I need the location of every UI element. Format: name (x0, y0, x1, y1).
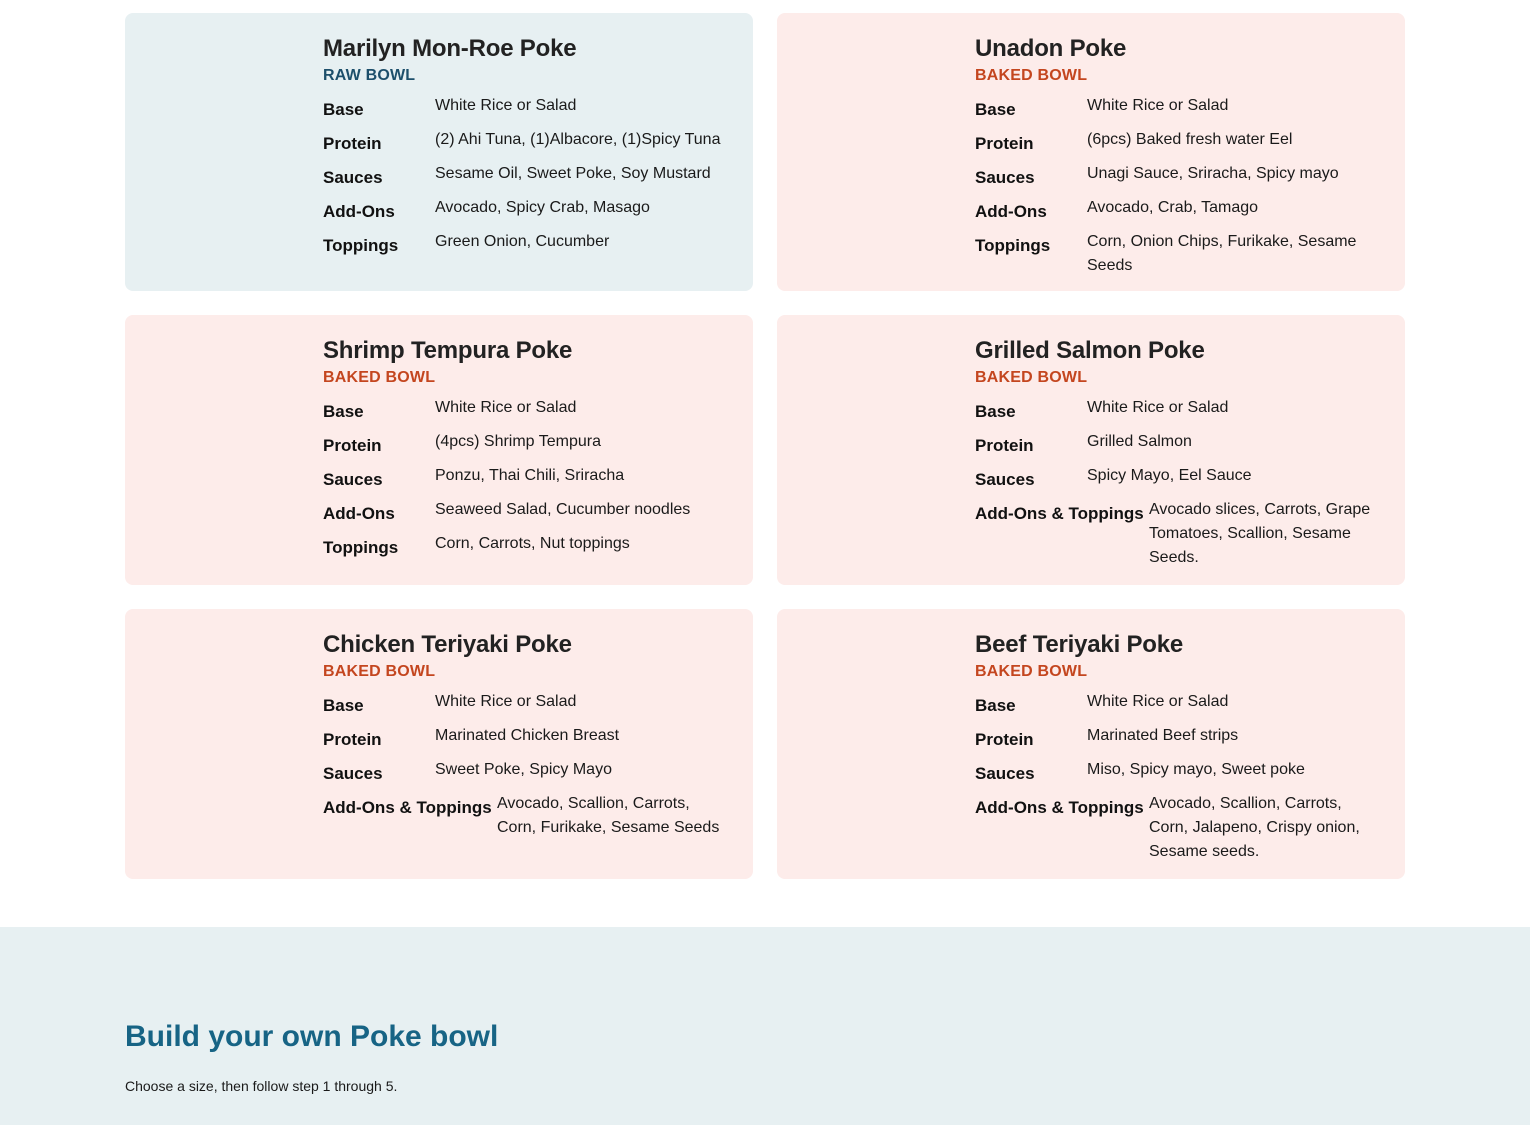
spec-value: White Rice or Salad (435, 693, 577, 710)
spec-row-toppings (975, 230, 1385, 278)
spec-value: (6pcs) Baked fresh water Eel (1087, 131, 1293, 148)
bowl-type-label: BAKED BOWL (975, 369, 1088, 386)
spec-row-sauces (323, 464, 733, 492)
spec-label: Toppings (323, 538, 399, 557)
spec-row-protein (975, 128, 1385, 156)
spec-row-sauces (975, 758, 1385, 786)
spec-row-add-ons (323, 498, 733, 526)
bowl-image (777, 315, 957, 585)
spec-label: Base (323, 402, 364, 421)
spec-row-sauces (975, 162, 1385, 190)
bowl-card-shrimp-tempura (125, 315, 753, 585)
bowl-type-label: BAKED BOWL (323, 369, 436, 386)
spec-row-add-ons-toppings (975, 498, 1385, 570)
bowl-image (125, 609, 305, 879)
spec-value: Avocado, Scallion, Carrots, Corn, Furikake, Sesame Seeds (497, 795, 720, 836)
build-your-own-section (0, 927, 1530, 1125)
spec-value: Corn, Onion Chips, Furikake, Sesame Seeds (1087, 233, 1357, 274)
spec-label: Toppings (323, 236, 399, 255)
spec-label: Protein (975, 730, 1034, 749)
bowl-title: Shrimp Tempura Poke (323, 337, 573, 364)
spec-row-sauces (975, 464, 1385, 492)
spec-label: Add-Ons & Toppings (975, 504, 1144, 523)
spec-value: White Rice or Salad (1087, 97, 1229, 114)
bowl-spec-list (975, 94, 1385, 278)
spec-value: (2) Ahi Tuna, (1)Albacore, (1)Spicy Tuna (435, 131, 721, 148)
spec-value: Corn, Carrots, Nut toppings (435, 535, 630, 552)
spec-value: White Rice or Salad (435, 97, 577, 114)
spec-label: Add-Ons & Toppings (975, 798, 1144, 817)
bowl-spec-list (975, 690, 1385, 864)
bowl-card-body (975, 631, 1385, 870)
bowl-image (125, 315, 305, 585)
spec-value: Seaweed Salad, Cucumber noodles (435, 501, 691, 518)
spec-label: Sauces (975, 470, 1035, 489)
spec-value: Ponzu, Thai Chili, Sriracha (435, 467, 625, 484)
spec-value: White Rice or Salad (435, 399, 577, 416)
spec-value: Spicy Mayo, Eel Sauce (1087, 467, 1252, 484)
spec-value: Green Onion, Cucumber (435, 233, 610, 250)
spec-row-toppings (323, 532, 733, 560)
spec-value: White Rice or Salad (1087, 693, 1229, 710)
spec-value: Sesame Oil, Sweet Poke, Soy Mustard (435, 165, 711, 182)
spec-label: Add-Ons (323, 504, 395, 523)
build-section-subtitle: Choose a size, then follow step 1 through 5. (125, 1078, 398, 1094)
spec-row-sauces (323, 162, 733, 190)
bowl-title: Chicken Teriyaki Poke (323, 631, 572, 658)
bowl-image (777, 609, 957, 879)
spec-label: Sauces (323, 168, 383, 187)
bowl-card-grilled-salmon (777, 315, 1405, 585)
spec-row-protein (323, 128, 733, 156)
bowl-spec-list (975, 396, 1385, 570)
spec-label: Toppings (975, 236, 1051, 255)
spec-row-base (975, 396, 1385, 424)
spec-label: Base (323, 696, 364, 715)
spec-row-base (975, 94, 1385, 122)
bowl-title: Unadon Poke (975, 35, 1127, 62)
spec-value: Sweet Poke, Spicy Mayo (435, 761, 612, 778)
bowl-card-body (975, 337, 1385, 576)
bowl-type-label: BAKED BOWL (323, 663, 436, 680)
bowl-title: Marilyn Mon-Roe Poke (323, 35, 577, 62)
spec-value: Marinated Chicken Breast (435, 727, 620, 744)
spec-value: (4pcs) Shrimp Tempura (435, 433, 601, 450)
spec-row-add-ons (975, 196, 1385, 224)
bowl-type-label: RAW BOWL (323, 67, 416, 84)
spec-value: Avocado, Scallion, Carrots, Corn, Jalapeno, Crispy onion, Sesame seeds. (1149, 795, 1360, 860)
spec-label: Add-Ons (975, 202, 1047, 221)
spec-row-base (323, 396, 733, 424)
spec-row-toppings (323, 230, 733, 258)
bowl-card-beef-teriyaki (777, 609, 1405, 879)
spec-label: Sauces (323, 470, 383, 489)
bowl-card-body (323, 631, 733, 846)
spec-label: Base (975, 402, 1016, 421)
spec-value: Avocado, Spicy Crab, Masago (435, 199, 650, 216)
spec-value: Avocado, Crab, Tamago (1087, 199, 1259, 216)
bowl-card-body (975, 35, 1385, 284)
bowl-image (125, 13, 305, 291)
spec-label: Add-Ons (323, 202, 395, 221)
spec-row-add-ons-toppings (323, 792, 733, 840)
bowl-card-body (323, 337, 733, 566)
bowl-spec-list (323, 94, 733, 258)
bowl-card-marilyn-mon-roe (125, 13, 753, 291)
bowl-type-label: BAKED BOWL (975, 67, 1088, 84)
spec-value: Miso, Spicy mayo, Sweet poke (1087, 761, 1305, 778)
spec-label: Protein (975, 436, 1034, 455)
spec-label: Sauces (975, 168, 1035, 187)
spec-label: Sauces (975, 764, 1035, 783)
spec-value: Unagi Sauce, Sriracha, Spicy mayo (1087, 165, 1339, 182)
bowl-spec-list (323, 396, 733, 560)
bowl-image (777, 13, 957, 291)
spec-label: Add-Ons & Toppings (323, 798, 492, 817)
bowl-type-label: BAKED BOWL (975, 663, 1088, 680)
spec-label: Base (323, 100, 364, 119)
spec-row-add-ons-toppings (975, 792, 1385, 864)
spec-value: White Rice or Salad (1087, 399, 1229, 416)
spec-row-protein (975, 724, 1385, 752)
spec-label: Base (975, 696, 1016, 715)
spec-label: Protein (323, 436, 382, 455)
spec-label: Protein (323, 730, 382, 749)
bowl-card-chicken-teriyaki (125, 609, 753, 879)
spec-row-base (323, 690, 733, 718)
spec-value: Grilled Salmon (1087, 433, 1192, 450)
spec-row-protein (323, 724, 733, 752)
spec-value: Marinated Beef strips (1087, 727, 1239, 744)
spec-value: Avocado slices, Carrots, Grape Tomatoes, Scallion, Sesame Seeds. (1149, 501, 1371, 566)
build-section-title: Build your own Poke bowl (125, 1020, 499, 1053)
spec-row-base (975, 690, 1385, 718)
spec-label: Sauces (323, 764, 383, 783)
spec-row-protein (323, 430, 733, 458)
bowl-spec-list (323, 690, 733, 840)
bowl-title: Grilled Salmon Poke (975, 337, 1205, 364)
bowl-title: Beef Teriyaki Poke (975, 631, 1184, 658)
spec-row-protein (975, 430, 1385, 458)
spec-label: Base (975, 100, 1016, 119)
spec-row-add-ons (323, 196, 733, 224)
spec-label: Protein (323, 134, 382, 153)
spec-label: Protein (975, 134, 1034, 153)
bowl-card-body (323, 35, 733, 264)
spec-row-sauces (323, 758, 733, 786)
bowl-card-unadon (777, 13, 1405, 291)
spec-row-base (323, 94, 733, 122)
